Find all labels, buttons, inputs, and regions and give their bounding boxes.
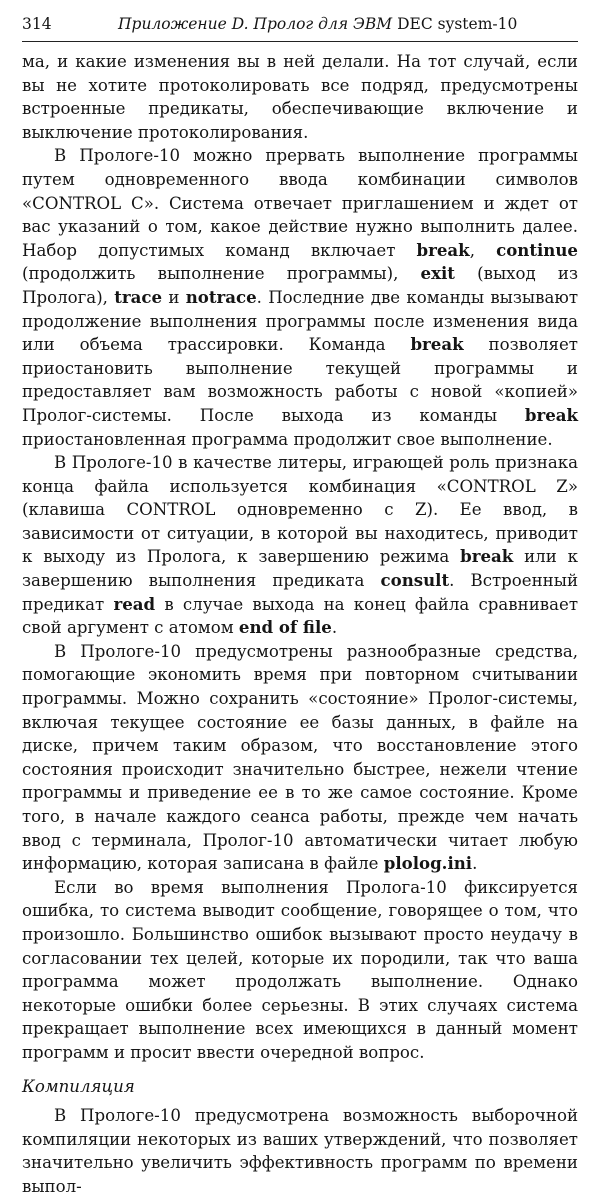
text-run: В Прологе-10 предусмотрены разнообразные средства, помогающие экономить время при повторном считывании программы. Можно сохранить «состояние» Пролог-системы, включая текущее состояние ее базы данных, в файле на диске, причем таким образом, что восстановление этого состояния происходит значительно быстрее, нежели чтение программы и приведение ее в то же самое состояние. Кроме того, в начале каждого сеанса работы, прежде чем начать ввод с терминала, Пролог-10 автоматически читает любую информацию, которая записана в файле xyxy=(22,641,578,874)
book-page xyxy=(22,14,578,1199)
paragraph-errors xyxy=(22,876,578,1065)
predicate-read: read xyxy=(113,593,156,614)
text-run: В Прологе-10 в качестве литеры, играющей роль признака конца файла используется комбинация «CONTROL Z» (клавиша CONTROL одновременно с Z). Ее ввод, в зависимости от ситуации, в которой вы находитесь, приводит к выходу из Пролога, к завершению режима xyxy=(22,453,578,567)
text-run: В Прологе-10 предусмотрена возможность выборочной компиляции некоторых из ваших утверждений, что позволяет значительно увеличить эффективность программ по времени выпол- xyxy=(22,1106,578,1196)
text-run: , xyxy=(469,240,497,260)
command-break: break xyxy=(416,239,470,260)
text-run: . xyxy=(331,618,338,638)
command-break: break xyxy=(524,404,578,425)
text-run: в случае выхода на конец файла сравнивает свой аргумент с атомом xyxy=(22,594,578,638)
running-title-italic: Приложение D. Пролог для ЭВМ xyxy=(118,15,393,33)
page-number: 314 xyxy=(22,15,52,33)
paragraph-control-c xyxy=(22,144,578,451)
command-break: break xyxy=(410,334,464,355)
running-title xyxy=(118,14,517,34)
text-run: (продолжить выполнение программы), xyxy=(22,264,421,284)
text-run: или к завершению выполнения предиката xyxy=(22,547,578,591)
text-run: позволяет приостановить выполнение текущей программы и предоставляет вам возможность работы с новой «копией» Пролог-системы. После выхода из команды xyxy=(22,335,578,425)
predicate-consult: consult xyxy=(380,570,450,591)
running-title-upright: DEC system-10 xyxy=(392,15,518,33)
command-exit: exit xyxy=(420,263,455,284)
paragraph-saved-state xyxy=(22,640,578,876)
section-heading: Компиляция xyxy=(22,1076,135,1096)
file-name-plolog-ini: plolog.ini xyxy=(383,853,473,874)
running-header xyxy=(22,14,578,42)
atom-end-of-file: end of file xyxy=(238,617,332,638)
command-notrace: notrace xyxy=(185,286,257,307)
text-run: В Прологе-10 можно прервать выполнение программы путем одновременного ввода комбинации символов «CONTROL C». Система отвечает приглашением и ждет от вас указаний о том, какое действие нужно выполнить далее. Набор допустимых команд включает xyxy=(22,146,578,260)
text-run: (выход из Пролога), xyxy=(22,264,578,307)
paragraph-control-z xyxy=(22,451,578,640)
paragraph-continuation xyxy=(22,50,578,144)
text-run: . Последние две команды вызывают продолжение выполнения программы после изменения вида или объема трассировки. Команда xyxy=(22,287,578,355)
command-break: break xyxy=(460,546,514,567)
text-run: . xyxy=(472,854,478,874)
text-run: и xyxy=(162,287,186,307)
text-run: Если во время выполнения Пролога-10 фиксируется ошибка, то система выводит сообщение, говорящее о том, что произошло. Большинство ошибок вызывают просто неудачу в согласовании тех целей, которые их породили, так что ваша программа может продолжать выполнение. Однако некоторые ошибки более серьезны. В этих случаях система прекращает выполнение всех имеющихся в данный момент программ и просит ввести очередной вопрос. xyxy=(22,877,578,1062)
text-run: приостановленная программа продолжит свое выполнение. xyxy=(22,429,553,449)
command-continue: continue xyxy=(496,239,578,260)
paragraph-compilation xyxy=(22,1104,578,1198)
text-run: ма, и какие изменения вы в ней делали. На тот случай, если вы не хотите протоколировать все подряд, предусмотрены встроенные предикаты, обеспечивающие включение и выключение протоколирования. xyxy=(22,52,578,142)
command-trace: trace xyxy=(114,286,163,307)
text-run: . Встроенный предикат xyxy=(22,571,579,614)
